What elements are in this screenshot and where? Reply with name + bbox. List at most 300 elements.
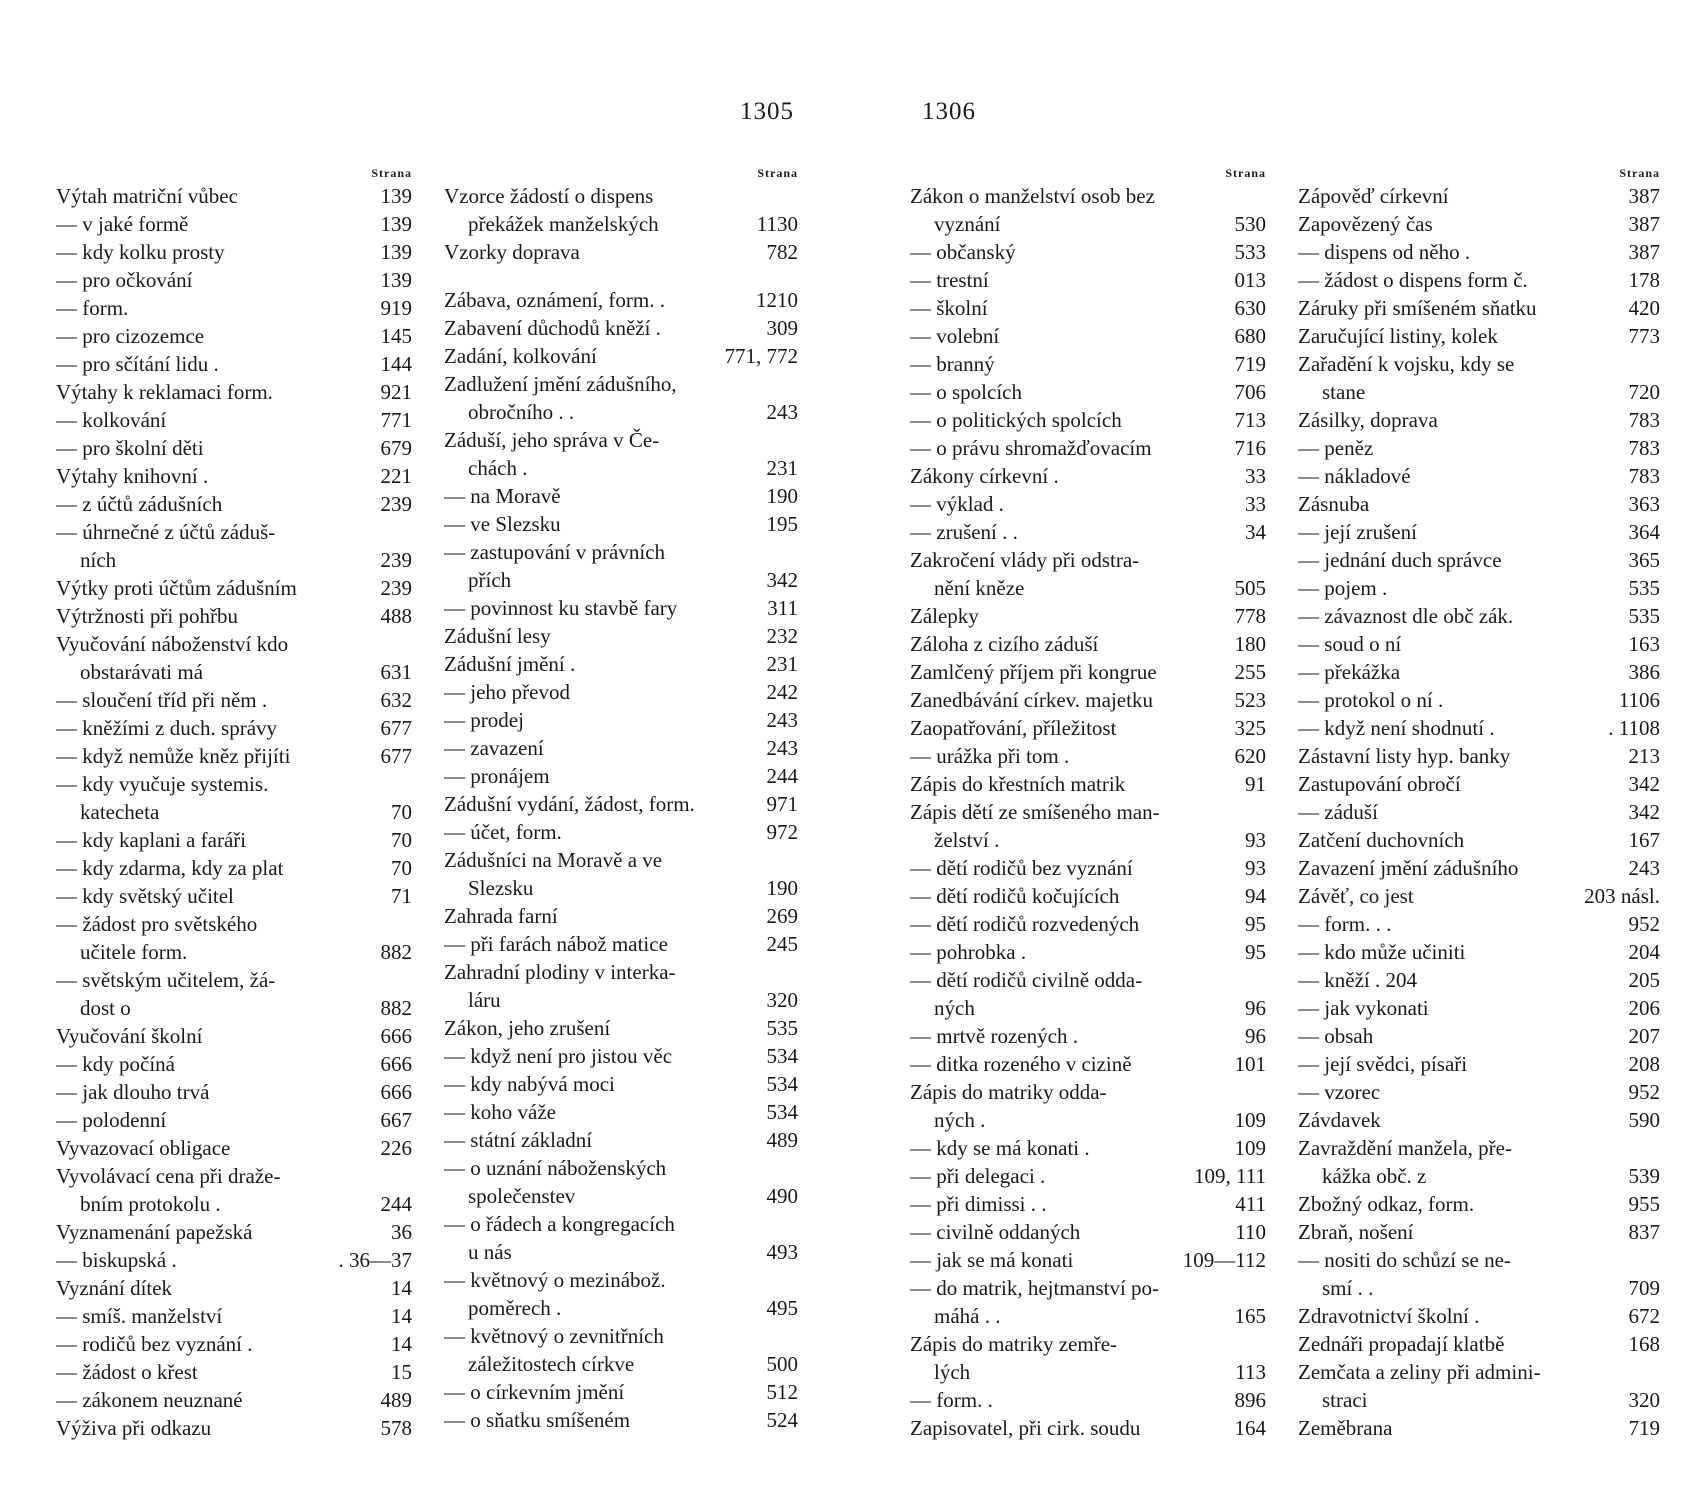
index-entry (910, 1274, 1266, 1302)
index-entry (444, 594, 798, 622)
index-entry (444, 650, 798, 678)
entry-page: 139 (380, 212, 412, 236)
entry-page: 226 (380, 1136, 412, 1160)
entry-page: 578 (380, 1416, 412, 1440)
entry-text: — dispens od něho . (1298, 240, 1471, 264)
entry-page: . 36—37 (338, 1248, 412, 1272)
entry-page: 320 (766, 988, 798, 1012)
entry-text: Zástavní listy hyp. banky (1298, 744, 1511, 768)
index-entry (1298, 798, 1660, 826)
entry-text: — světským učitelem, žá- (56, 968, 276, 992)
index-entry (444, 874, 798, 902)
entry-text: překážek manželských (468, 212, 659, 236)
index-column-4 (1298, 164, 1660, 1442)
entry-text: — biskupská . (56, 1248, 177, 1272)
entry-page: 539 (1628, 1164, 1660, 1188)
entry-text: — soud o ní (1298, 632, 1402, 656)
entry-page: 244 (380, 1192, 412, 1216)
page-number-right: 1306 (922, 98, 976, 125)
entry-page: 244 (766, 764, 798, 788)
index-entry (56, 1302, 412, 1330)
entry-text: Zaopatřování, příležitost (910, 716, 1117, 740)
index-entry (1298, 994, 1660, 1022)
index-entry (1298, 1218, 1660, 1246)
index-entry (444, 1098, 798, 1126)
entry-page: . 1108 (1608, 716, 1660, 740)
index-entry (444, 482, 798, 510)
index-entry (910, 1134, 1266, 1162)
entry-text: Vyučování školní (56, 1024, 203, 1048)
entry-text: — pro školní děti (56, 436, 204, 460)
entry-text: vyznání (934, 212, 1001, 236)
entry-page: 207 (1628, 1024, 1660, 1048)
entry-page: 113 (1235, 1360, 1266, 1384)
entry-page: 139 (380, 240, 412, 264)
entry-page: 144 (380, 352, 412, 376)
entry-text: — při delegaci . (910, 1164, 1046, 1188)
index-entry (56, 1050, 412, 1078)
entry-page: 716 (1234, 436, 1266, 460)
index-entry (910, 910, 1266, 938)
index-entry (1298, 1386, 1660, 1414)
index-entry (56, 882, 412, 910)
index-entry (56, 182, 412, 210)
index-entry (444, 706, 798, 734)
entry-text: straci (1322, 1388, 1368, 1412)
entry-text: — kdy se má konati . (910, 1136, 1090, 1160)
entry-page: 14 (391, 1332, 412, 1356)
entry-text: — závaznost dle obč zák. (1298, 604, 1514, 628)
index-entry (910, 882, 1266, 910)
index-entry (56, 546, 412, 574)
entry-page: 203 násl. (1584, 884, 1660, 908)
entry-page: 93 (1245, 828, 1266, 852)
index-column-3 (910, 164, 1266, 1442)
index-entry (1298, 1302, 1660, 1330)
entry-text: — pro cizozemce (56, 324, 205, 348)
entry-page: 311 (767, 596, 798, 620)
entry-page: 387 (1628, 212, 1660, 236)
entry-page: 255 (1234, 660, 1266, 684)
entry-text: — jak dlouho trvá (56, 1080, 210, 1104)
index-entry (56, 826, 412, 854)
entry-text: Zádušní jmění . (444, 652, 576, 676)
entry-list (56, 182, 412, 1442)
index-entry (1298, 686, 1660, 714)
index-entry (56, 322, 412, 350)
entry-page: 672 (1628, 1304, 1660, 1328)
entry-page: 243 (766, 736, 798, 760)
entry-page: 320 (1628, 1388, 1660, 1412)
entry-text: — žádost o křest (56, 1360, 198, 1384)
entry-text: — kdy vyučuje systemis. (56, 772, 269, 796)
entry-text: — kdy kolku prosty (56, 240, 225, 264)
entry-page: 167 (1628, 828, 1660, 852)
index-entry (444, 1294, 798, 1322)
entry-text: — protokol o ní . (1298, 688, 1444, 712)
index-entry (444, 622, 798, 650)
entry-text: Závdavek (1298, 1108, 1381, 1132)
index-entry (910, 462, 1266, 490)
entry-page: 523 (1234, 688, 1266, 712)
index-entry (56, 490, 412, 518)
entry-page: 163 (1628, 632, 1660, 656)
index-entry (56, 1106, 412, 1134)
index-column-1 (56, 164, 412, 1442)
index-entry (444, 846, 798, 874)
index-entry (56, 798, 412, 826)
index-entry (56, 238, 412, 266)
index-entry (1298, 714, 1660, 742)
index-entry (444, 930, 798, 958)
index-entry (910, 658, 1266, 686)
entry-text: chách . (468, 456, 528, 480)
entry-text: Zaručující listiny, kolek (1298, 324, 1498, 348)
entry-text: u nás (468, 1240, 512, 1264)
index-entry (56, 770, 412, 798)
entry-page: 71 (391, 884, 412, 908)
entry-page: 243 (1628, 856, 1660, 880)
index-entry (1298, 210, 1660, 238)
entry-text: Vyvazovací obligace (56, 1136, 231, 1160)
entry-page: 411 (1235, 1192, 1266, 1216)
index-entry (56, 378, 412, 406)
page-number-left: 1305 (740, 98, 794, 125)
entry-page: 365 (1628, 548, 1660, 572)
entry-text: Zeměbrana (1298, 1416, 1393, 1440)
entry-text: Vyznamenání papežská (56, 1220, 253, 1244)
entry-text: Záduší, jeho správa v Če- (444, 428, 660, 452)
entry-list (910, 182, 1266, 1442)
entry-page: 771 (380, 408, 412, 432)
index-entry (910, 266, 1266, 294)
entry-page: 837 (1628, 1220, 1660, 1244)
entry-text: Zábava, oznámení, form. . (444, 288, 665, 312)
entry-page: 70 (391, 856, 412, 880)
index-entry (56, 294, 412, 322)
entry-page: 535 (1628, 576, 1660, 600)
index-entry (56, 462, 412, 490)
index-entry (1298, 294, 1660, 322)
entry-page: 206 (1628, 996, 1660, 1020)
entry-text: — jeho převod (444, 680, 570, 704)
entry-page: 34 (1245, 520, 1266, 544)
index-entry (910, 1302, 1266, 1330)
entry-text: — volební (910, 324, 1000, 348)
entry-text: — branný (910, 352, 995, 376)
index-entry (1298, 770, 1660, 798)
strana-header: Strana (757, 166, 798, 180)
entry-page: 96 (1245, 996, 1266, 1020)
entry-text: Vzorce žádostí o dispens (444, 184, 654, 208)
entry-text: Závěť, co jest (1298, 884, 1414, 908)
entry-page: 95 (1245, 940, 1266, 964)
entry-page: 773 (1628, 324, 1660, 348)
index-entry (56, 406, 412, 434)
index-entry (910, 1106, 1266, 1134)
entry-text: — zákonem neuznané (56, 1388, 243, 1412)
index-entry (1298, 1358, 1660, 1386)
entry-page: 952 (1628, 912, 1660, 936)
index-entry (444, 454, 798, 482)
entry-text: — květnový o mezinábož. (444, 1268, 666, 1292)
entry-text: — vzorec (1298, 1080, 1381, 1104)
entry-page: 631 (380, 660, 412, 684)
entry-text: kážka obč. z (1322, 1164, 1427, 1188)
entry-text: — pohrobka . (910, 940, 1027, 964)
entry-text: Výživa při odkazu (56, 1416, 212, 1440)
entry-text: — pronájem (444, 764, 550, 788)
index-entry (56, 1218, 412, 1246)
entry-page: 013 (1234, 268, 1266, 292)
entry-text: poměrech . (468, 1296, 562, 1320)
entry-text: — kdy počíná (56, 1052, 175, 1076)
entry-page: 96 (1245, 1024, 1266, 1048)
entry-text: — o uznání náboženských (444, 1156, 667, 1180)
entry-page: 231 (766, 456, 798, 480)
entry-page: 386 (1628, 660, 1660, 684)
entry-page: 720 (1628, 380, 1660, 404)
entry-text: — o řádech a kongregacích (444, 1212, 675, 1236)
entry-page: 921 (380, 380, 412, 404)
entry-text: — zavazení (444, 736, 544, 760)
index-entry (444, 1126, 798, 1154)
entry-text: želství . (934, 828, 1000, 852)
entry-text: — ve Slezsku (444, 512, 561, 536)
index-entry (1298, 1022, 1660, 1050)
entry-page: 783 (1628, 408, 1660, 432)
entry-text: — sloučení tříd při něm . (56, 688, 268, 712)
entry-text: ných . (934, 1108, 986, 1132)
index-entry (56, 658, 412, 686)
entry-text: — zastupování v právních (444, 540, 666, 564)
index-entry (56, 210, 412, 238)
entry-text: Zákony církevní . (910, 464, 1059, 488)
entry-text: Výtahy k reklamaci form. (56, 380, 273, 404)
entry-page: 706 (1234, 380, 1266, 404)
entry-page: 232 (766, 624, 798, 648)
index-entry (910, 182, 1266, 210)
entry-page: 91 (1245, 772, 1266, 796)
index-entry (56, 518, 412, 546)
index-entry (444, 1266, 798, 1294)
entry-page: 33 (1245, 464, 1266, 488)
entry-text: Zbraň, nošení (1298, 1220, 1414, 1244)
index-entry (910, 1218, 1266, 1246)
entry-page: 139 (380, 184, 412, 208)
entry-text: Zádušní lesy (444, 624, 551, 648)
index-entry (910, 490, 1266, 518)
entry-text: — smíš. manželství (56, 1304, 223, 1328)
entry-text: Zemčata a zeliny při admini- (1298, 1360, 1541, 1384)
entry-text: Zakročení vlády při odstra- (910, 548, 1140, 572)
index-entry (56, 854, 412, 882)
entry-text: katecheta (80, 800, 160, 824)
entry-text: — civilně oddaných (910, 1220, 1081, 1244)
index-entry (444, 1238, 798, 1266)
section-gap (444, 266, 798, 286)
entry-text: — prodej (444, 708, 524, 732)
entry-text: Zádušníci na Moravě a ve (444, 848, 663, 872)
index-entry (1298, 266, 1660, 294)
entry-text: — když není pro jistou věc (444, 1044, 673, 1068)
entry-page: 101 (1234, 1052, 1266, 1076)
index-entry (910, 714, 1266, 742)
index-entry (56, 966, 412, 994)
index-entry (1298, 826, 1660, 854)
entry-page: 882 (380, 940, 412, 964)
entry-text: obstarávati má (80, 660, 204, 684)
entry-text: — kdy kaplani a faráři (56, 828, 247, 852)
entry-page: 677 (380, 744, 412, 768)
index-entry (56, 1386, 412, 1414)
entry-text: Zahradní plodiny v interka- (444, 960, 676, 984)
entry-text: — kdy zdarma, kdy za plat (56, 856, 284, 880)
entry-text: — form. . . (1298, 912, 1392, 936)
entry-text: společenstev (468, 1184, 576, 1208)
entry-page: 512 (766, 1380, 798, 1404)
index-entry (1298, 490, 1660, 518)
entry-page: 165 (1234, 1304, 1266, 1328)
entry-text: — kolkování (56, 408, 167, 432)
entry-text: — polodenní (56, 1108, 167, 1132)
entry-page: 882 (380, 996, 412, 1020)
index-entry (1298, 350, 1660, 378)
entry-text: ných (934, 996, 975, 1020)
entry-page: 630 (1234, 296, 1266, 320)
entry-page: 709 (1628, 1276, 1660, 1300)
entry-text: Zásnuba (1298, 492, 1370, 516)
entry-text: — dětí rodičů rozvedených (910, 912, 1140, 936)
entry-page: 93 (1245, 856, 1266, 880)
index-entry (910, 1386, 1266, 1414)
index-entry (910, 770, 1266, 798)
entry-page: 15 (391, 1360, 412, 1384)
entry-text: — pojem . (1298, 576, 1388, 600)
entry-text: — její zrušení (1298, 520, 1417, 544)
entry-page: 387 (1628, 240, 1660, 264)
entry-page: 524 (766, 1408, 798, 1432)
entry-text: — form. (56, 296, 129, 320)
index-entry (910, 210, 1266, 238)
entry-page: 204 (1628, 940, 1660, 964)
index-entry (1298, 630, 1660, 658)
entry-page: 168 (1628, 1332, 1660, 1356)
entry-text: — záduší (1298, 800, 1378, 824)
index-entry (1298, 378, 1660, 406)
entry-text: — květnový o zevnitřních (444, 1324, 664, 1348)
index-entry (56, 1330, 412, 1358)
index-entry (1298, 742, 1660, 770)
index-entry (444, 762, 798, 790)
index-entry (56, 910, 412, 938)
entry-text: dost o (80, 996, 131, 1020)
entry-page: 783 (1628, 464, 1660, 488)
index-entry (56, 742, 412, 770)
entry-text: — občanský (910, 240, 1016, 264)
entry-text: — účet, form. (444, 820, 562, 844)
index-entry (1298, 602, 1660, 630)
index-entry (1298, 182, 1660, 210)
entry-text: — kdy nabývá moci (444, 1072, 615, 1096)
index-entry (1298, 854, 1660, 882)
entry-text: — mrtvě rozených . (910, 1024, 1078, 1048)
entry-text: Záloha z cizího záduší (910, 632, 1099, 656)
index-entry (1298, 938, 1660, 966)
entry-page: 666 (380, 1052, 412, 1076)
entry-text: — výklad . (910, 492, 1004, 516)
entry-text: — dětí rodičů civilně odda- (910, 968, 1143, 992)
entry-page: 94 (1245, 884, 1266, 908)
index-entry (910, 1078, 1266, 1106)
entry-text: — o církevním jmění (444, 1380, 625, 1404)
entry-text: — kdy světský učitel (56, 884, 234, 908)
entry-page: 364 (1628, 520, 1660, 544)
entry-text: — o politických spolcích (910, 408, 1122, 432)
entry-page: 363 (1628, 492, 1660, 516)
entry-text: — kdo může učiniti (1298, 940, 1466, 964)
entry-text: — do matrik, hejtmanství po- (910, 1276, 1160, 1300)
entry-text: Zápis do matriky zemře- (910, 1332, 1118, 1356)
entry-text: smí . . (1322, 1276, 1374, 1300)
entry-page: 70 (391, 800, 412, 824)
entry-page: 955 (1628, 1192, 1660, 1216)
index-entry (910, 574, 1266, 602)
entry-page: 713 (1234, 408, 1266, 432)
entry-text: Zanedbávání církev. majetku (910, 688, 1153, 712)
index-entry (444, 958, 798, 986)
entry-text: Zápis do křestních matrik (910, 772, 1126, 796)
index-entry (444, 342, 798, 370)
entry-page: 972 (766, 820, 798, 844)
entry-text: Zavazení jmění zádušního (1298, 856, 1519, 880)
entry-page: 1106 (1618, 688, 1660, 712)
index-entry (444, 314, 798, 342)
index-entry (56, 602, 412, 630)
entry-page: 342 (1628, 772, 1660, 796)
entry-page: 190 (766, 484, 798, 508)
index-entry (444, 1350, 798, 1378)
entry-text: Zápověď církevní (1298, 184, 1449, 208)
entry-page: 139 (380, 268, 412, 292)
index-entry (444, 1378, 798, 1406)
index-entry (1298, 546, 1660, 574)
entry-text: přích (468, 568, 512, 592)
index-entry (910, 826, 1266, 854)
index-entry (444, 182, 798, 210)
entry-page: 269 (766, 904, 798, 928)
entry-page: 771, 772 (724, 344, 798, 368)
entry-text: ních (80, 548, 117, 572)
entry-text: — kněží . 204 (1298, 968, 1417, 992)
entry-text: Zastupování obročí (1298, 772, 1461, 796)
entry-text: Zápis do matriky odda- (910, 1080, 1107, 1104)
entry-page: 109—112 (1182, 1248, 1266, 1272)
entry-page: 677 (380, 716, 412, 740)
entry-text: — jak vykonati (1298, 996, 1429, 1020)
index-entry (444, 818, 798, 846)
entry-text: — když není shodnutí . (1298, 716, 1495, 740)
index-entry (910, 518, 1266, 546)
entry-text: — peněz (1298, 436, 1374, 460)
index-entry (444, 210, 798, 238)
index-entry (56, 1358, 412, 1386)
entry-page: 666 (380, 1024, 412, 1048)
entry-text: — z účtů zádušních (56, 492, 223, 516)
index-entry (1298, 406, 1660, 434)
index-entry (444, 1042, 798, 1070)
index-entry (1298, 322, 1660, 350)
